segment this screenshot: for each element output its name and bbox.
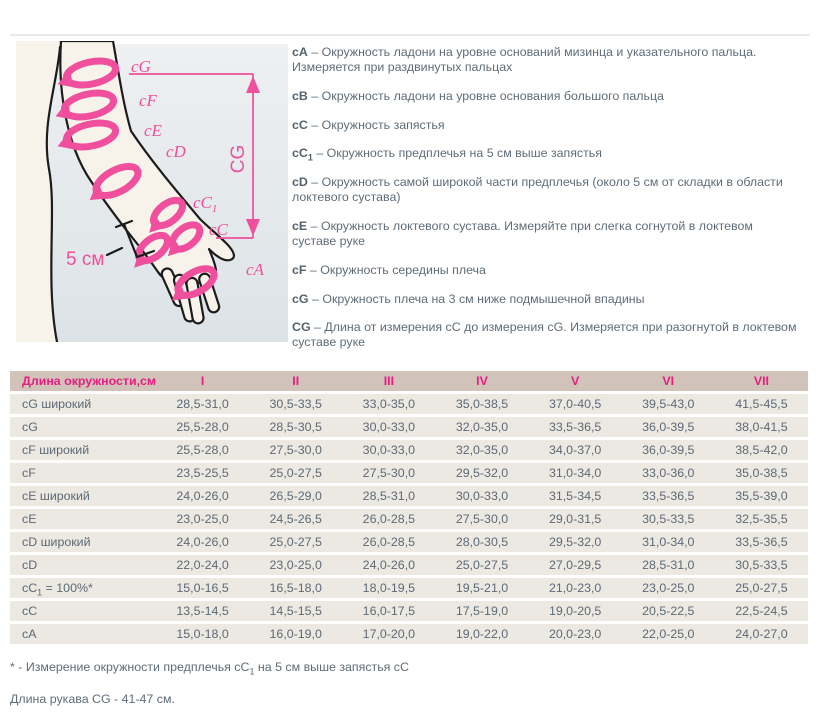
cell: 23,5-25,5: [176, 466, 229, 480]
cell: 24,0-26,0: [362, 558, 416, 572]
cell: 26,0-28,5: [362, 512, 416, 526]
cell: 29,5-32,0: [455, 466, 509, 480]
label-cd: cD: [166, 142, 186, 161]
cell: 22,0-25,0: [642, 627, 695, 641]
cell: 25,5-28,0: [176, 443, 229, 457]
cell: 27,0-29,5: [548, 558, 602, 572]
cell: 35,0-38,5: [735, 466, 788, 480]
cell: 18,0-19,5: [362, 581, 416, 595]
row-label: cE широкий: [22, 489, 90, 503]
cell: 23,0-25,0: [642, 581, 695, 595]
cell: 28,5-31,0: [362, 489, 416, 503]
cell: 33,0-36,0: [642, 466, 695, 480]
cell: 34,0-37,0: [548, 443, 602, 457]
cell: 15,0-16,5: [176, 581, 229, 595]
label-cc1: $cC_1$: [193, 193, 218, 215]
legend-item: [292, 175, 797, 205]
cell: 35,5-39,0: [735, 489, 788, 503]
legend-item: [292, 118, 797, 133]
table-row: [10, 624, 808, 644]
arm-measurement-diagram: [16, 41, 288, 342]
row-label: cD: [22, 558, 38, 572]
cell: 27,5-30,0: [362, 466, 416, 480]
cell: 31,0-34,0: [642, 535, 695, 549]
legend-key: cG: [292, 291, 309, 306]
cell: 33,5-36,5: [642, 489, 695, 503]
column-header: VII: [753, 374, 769, 388]
cell: 37,0-40,5: [548, 397, 602, 411]
table-row: [10, 509, 808, 529]
cell: 16,0-19,0: [269, 627, 322, 641]
legend-desc: – Окружность ладони на уровне основания большого пальца: [311, 88, 664, 103]
cell: 25,0-27,5: [735, 581, 788, 595]
row-label: cG широкий: [22, 397, 92, 411]
row-label: cE: [22, 512, 37, 526]
legend-item: [292, 89, 797, 104]
label-cc: cC: [209, 220, 228, 239]
cell: 33,5-36,5: [735, 535, 788, 549]
row-label: cG: [22, 420, 38, 434]
cell: 25,5-28,0: [176, 420, 229, 434]
cell: 24,5-26,5: [269, 512, 322, 526]
cell: 31,0-34,0: [548, 466, 602, 480]
table-row: [10, 555, 808, 575]
cell: 29,0-31,5: [548, 512, 602, 526]
column-header: V: [571, 374, 580, 388]
cell: 32,0-35,0: [455, 420, 509, 434]
cell: 41,5-45,5: [735, 397, 788, 411]
legend-desc: – Окружность локтевого сустава. Измеряйте при слегка согнутой в локтевом суставе руке: [292, 218, 753, 249]
cell: 19,0-22,0: [455, 627, 509, 641]
legend-key: cD: [292, 175, 308, 190]
cell: 28,5-31,0: [642, 558, 695, 572]
footnote-text: * - Измерение окружности предплечья cC: [10, 660, 250, 674]
legend-desc: – Окружность запястья: [311, 117, 445, 132]
cell: 25,0-27,5: [455, 558, 509, 572]
cell: 19,0-20,5: [548, 604, 602, 618]
footnote-text: на 5 см выше запястья cC: [254, 660, 409, 674]
legend-item: [292, 45, 797, 75]
cell: 31,5-34,5: [548, 489, 602, 503]
legend-item: [292, 320, 797, 350]
cell: 24,0-26,0: [176, 489, 229, 503]
legend-key: cC: [292, 117, 308, 132]
cell: 30,5-33,5: [642, 512, 695, 526]
table-row: [10, 463, 808, 483]
table-row: [10, 532, 808, 552]
cell: 38,0-41,5: [735, 420, 788, 434]
legend-desc: – Окружность середины плеча: [309, 262, 486, 277]
cell: 30,0-33,0: [455, 489, 509, 503]
row-label: cC: [22, 604, 38, 618]
legend-key: cA: [292, 45, 308, 59]
size-table-header: [10, 371, 808, 391]
cell: 30,0-33,0: [362, 443, 416, 457]
cell: 26,0-28,5: [362, 535, 416, 549]
cell: 15,0-18,0: [176, 627, 229, 641]
cell: 23,0-25,0: [269, 558, 322, 572]
cell: 30,0-33,0: [362, 420, 416, 434]
table-row: [10, 486, 808, 506]
cell: 28,5-31,0: [176, 397, 229, 411]
cell: 19,5-21,0: [455, 581, 509, 595]
cell: 28,5-30,5: [269, 420, 322, 434]
cell: 30,5-33,5: [735, 558, 788, 572]
footnote-sleeve-length: Длина рукава CG - 41-47 см.: [10, 692, 175, 706]
cell: 38,5-42,0: [735, 443, 788, 457]
legend-desc: – Окружность ладони на уровне оснований мизинца и указательного пальца. Измеряется при раздвинутых пальцах: [292, 45, 757, 75]
legend-desc: – Длина от измерения cC до измерения cG. Измеряется при разогнутой в локтевом суставе руке: [292, 320, 797, 350]
cell: 33,5-36,5: [548, 420, 602, 434]
top-divider: [10, 34, 810, 36]
cell: 20,0-23,0: [548, 627, 602, 641]
cell: 36,0-39,5: [642, 420, 695, 434]
legend-item: [292, 219, 797, 249]
legend-key: cE: [292, 218, 308, 233]
cell: 22,0-24,0: [176, 558, 229, 572]
cell: 25,0-27,5: [269, 535, 322, 549]
label-ca: cA: [246, 260, 264, 279]
cell: 24,0-27,0: [735, 627, 788, 641]
cell: 26,5-29,0: [269, 489, 322, 503]
label-ce: cE: [144, 121, 162, 140]
size-table: [10, 371, 808, 647]
table-row: [10, 394, 808, 414]
cell: 28,0-30,5: [455, 535, 509, 549]
legend-item: [292, 146, 797, 161]
cell: 39,5-43,0: [642, 397, 695, 411]
legend-item: [292, 292, 797, 307]
legend-key: CG: [292, 320, 311, 335]
label-cg: cG: [131, 57, 151, 76]
five-cm-label: 5 см: [66, 249, 105, 270]
column-header: II: [292, 374, 300, 388]
cell: 25,0-27,5: [269, 466, 322, 480]
cell: 17,0-20,0: [362, 627, 416, 641]
cell: 24,0-26,0: [176, 535, 229, 549]
legend-key: cB: [292, 88, 308, 103]
row-label: cF: [22, 466, 36, 480]
column-header: IV: [476, 374, 488, 388]
column-header: VI: [662, 374, 675, 388]
table-row: [10, 601, 808, 621]
table-row: [10, 578, 808, 598]
cell: 30,5-33,5: [269, 397, 322, 411]
size-table-body: [10, 394, 808, 644]
label-cf: cF: [139, 91, 157, 110]
cell: 27,5-30,0: [455, 512, 509, 526]
cell: 21,0-23,0: [548, 581, 602, 595]
column-header: I: [200, 374, 205, 388]
cell: 22,5-24,5: [735, 604, 788, 618]
legend-desc: – Окружность самой широкой части предплечья (около 5 см от складки в области локтевого сустава): [292, 175, 783, 205]
cell: 32,0-35,0: [455, 443, 509, 457]
header-label: Длина окружности,см: [22, 374, 157, 388]
row-label: cD широкий: [22, 535, 91, 549]
cg-length-label: CG: [228, 144, 249, 174]
cell: 14,5-15,5: [269, 604, 322, 618]
cell: 13,5-14,5: [176, 604, 229, 618]
footnote-sub: 1: [249, 666, 255, 677]
cell: 32,5-35,5: [735, 512, 788, 526]
cell: 36,0-39,5: [642, 443, 695, 457]
legend-key: cF: [292, 262, 307, 277]
legend-desc: – Окружность плеча на 3 см ниже подмышечной впадины: [311, 291, 645, 306]
cell: 16,5-18,0: [269, 581, 322, 595]
cell: 17,5-19,0: [455, 604, 509, 618]
table-row: [10, 440, 808, 460]
legend-key: cC: [292, 146, 308, 161]
cell: 23,0-25,0: [176, 512, 229, 526]
table-row: [10, 417, 808, 437]
cell: 20,5-22,5: [642, 604, 695, 618]
legend-desc: – Окружность предплечья на 5 см выше запястья: [316, 146, 602, 161]
cell: 29,5-32,0: [548, 535, 602, 549]
measurement-legend: [292, 45, 797, 364]
cell: 27,5-30,0: [269, 443, 322, 457]
legend-key-sub: 1: [307, 152, 313, 163]
column-header: III: [383, 374, 395, 388]
cell: 35,0-38,5: [455, 397, 509, 411]
row-label: $cC_1 = 100\%*$: [22, 581, 93, 598]
legend-item: [292, 263, 797, 278]
footnote-measure: [10, 660, 409, 677]
cell: 16,0-17,5: [362, 604, 416, 618]
row-label: cF широкий: [22, 443, 90, 457]
row-label: cA: [22, 627, 37, 641]
arm-diagram-svg: [16, 41, 288, 342]
cell: 33,0-35,0: [362, 397, 416, 411]
